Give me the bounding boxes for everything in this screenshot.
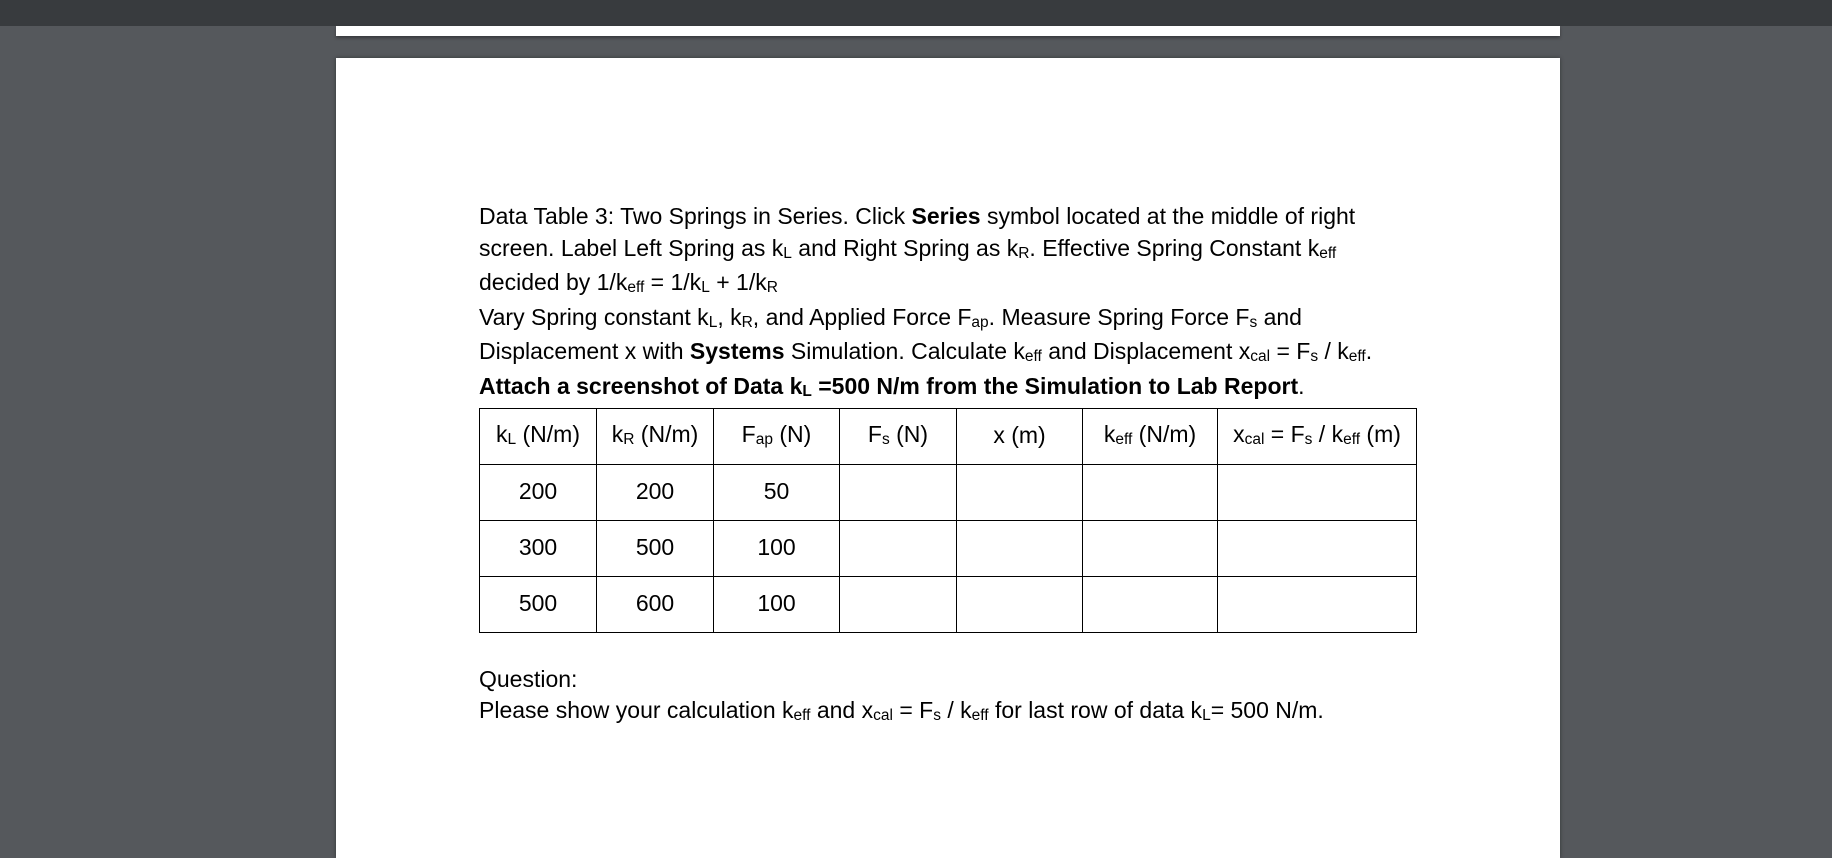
question-block (479, 664, 1459, 730)
cell-fs (840, 576, 957, 632)
intro-line-6: Attach a screenshot of Data kL =500 N/m from the Simulation to Lab Report. (479, 372, 1305, 400)
question-label: Question: (479, 665, 578, 692)
intro-line-1: Data Table 3: Two Springs in Series. Click Series symbol located at the middle of right (479, 203, 1356, 229)
cell-keff (1083, 464, 1218, 520)
table-header-row (480, 408, 1417, 464)
cell-x (957, 576, 1083, 632)
cell-kr: 200 (597, 464, 714, 520)
intro-line-2: screen. Label Left Spring as kL and Right Spring as kR. Effective Spring Constant keff (479, 234, 1337, 262)
header-keff: keff (N/m) (1083, 408, 1218, 464)
table-row (480, 520, 1417, 576)
page-content (479, 201, 1459, 730)
cell-kr: 600 (597, 576, 714, 632)
cell-kl: 200 (480, 464, 597, 520)
cell-keff (1083, 520, 1218, 576)
cell-xcal (1218, 576, 1417, 632)
header-fs: Fs (N) (840, 408, 957, 464)
intro-line-5: Displacement x with Systems Simulation. Calculate keff and Displacement xcal = Fs / keff. (479, 338, 1373, 366)
cell-fap: 100 (714, 520, 840, 576)
cell-fs (840, 520, 957, 576)
header-kr: kR (N/m) (597, 408, 714, 464)
intro-line-3: decided by 1/keff = 1/kL + 1/kR (479, 269, 778, 297)
header-x: x (m) (957, 408, 1083, 464)
question-text: Please show your calculation keff and xcal = Fs / keff for last row of data kL= 500 N/m. (479, 697, 1324, 725)
cell-fap: 100 (714, 576, 840, 632)
intro-line-4: Vary Spring constant kL, kR, and Applied Force Fap. Measure Spring Force Fs and (479, 303, 1302, 331)
table-row (480, 464, 1417, 520)
previous-page (336, 26, 1560, 36)
cell-xcal (1218, 520, 1417, 576)
header-fap: Fap (N) (714, 408, 840, 464)
data-table-3 (479, 408, 1417, 633)
cell-keff (1083, 576, 1218, 632)
cell-x (957, 520, 1083, 576)
cell-xcal (1218, 464, 1417, 520)
cell-kl: 500 (480, 576, 597, 632)
viewer-toolbar (0, 0, 1832, 26)
document-page (336, 58, 1560, 858)
cell-kl: 300 (480, 520, 597, 576)
header-xcal: xcal = Fs / keff (m) (1218, 408, 1417, 464)
header-kl: kL (N/m) (480, 408, 597, 464)
cell-kr: 500 (597, 520, 714, 576)
cell-fap: 50 (714, 464, 840, 520)
table-row (480, 576, 1417, 632)
cell-fs (840, 464, 957, 520)
cell-x (957, 464, 1083, 520)
